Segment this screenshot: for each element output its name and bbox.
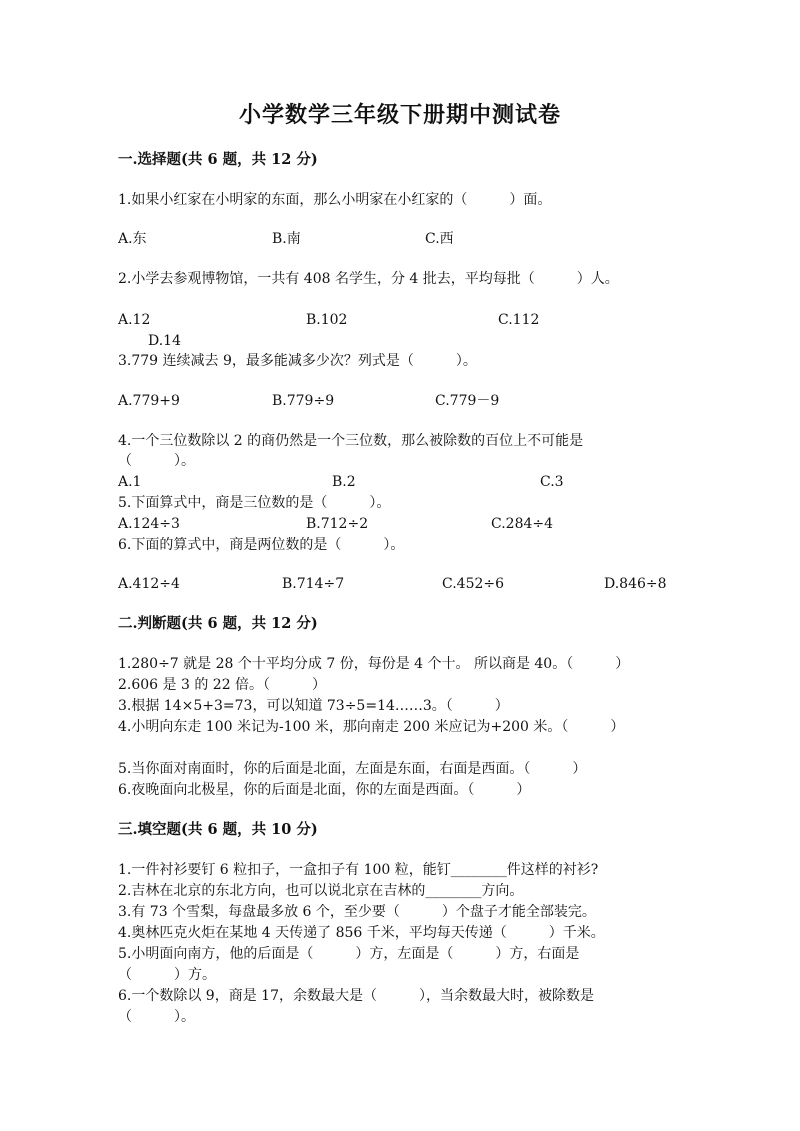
option-a: A.1 (118, 474, 142, 490)
option-c: C.779－9 (435, 393, 500, 409)
option-b: B.102 (306, 312, 348, 328)
question-text-continued: （ ）。 (118, 453, 195, 469)
question-text: 2.吉林在北京的东北方向，也可以说北京在吉林的________方向。 (118, 883, 524, 899)
question-text: 1.280÷7 就是 28 个十平均分成 7 份，每份是 4 个十。 所以商是 40。（ ） (118, 656, 630, 672)
option-d: D.846÷8 (604, 576, 667, 592)
question-text: 4.一个三位数除以 2 的商仍然是一个三位数，那么被除数的百位上不可能是 (118, 433, 584, 449)
question-text: 3.779 连续减去 9，最多能减多少次？列式是（ ）。 (118, 353, 477, 369)
section-heading-fill-in: 三.填空题(共 6 题，共 10 分) (118, 821, 318, 838)
option-d: D.14 (148, 333, 181, 349)
option-b: B.712÷2 (306, 516, 369, 532)
question-text: 4.奥林匹克火炬在某地 4 天传递了 856 千米，平均每天传递（ ）千米。 (118, 925, 605, 941)
question-text: 3.根据 14×5+3=73，可以知道 73÷5=14……3。（ ） (118, 698, 509, 714)
question-text: 3.有 73 个雪梨，每盘最多放 6 个，至少要（ ）个盘子才能全部装完。 (118, 904, 596, 920)
option-a: A.东 (118, 231, 147, 247)
question-text: 6.一个数除以 9，商是 17，余数最大是（ ），当余数最大时，被除数是 (118, 988, 594, 1004)
question-text: 2.小学去参观博物馆，一共有 408 名学生，分 4 批去，平均每批（ ）人。 (118, 271, 619, 287)
question-text: 4.小明向东走 100 米记为-100 米，那向南走 200 米应记为+200 米。（ ） (118, 719, 625, 735)
section-heading-choice: 一.选择题(共 6 题，共 12 分) (118, 151, 318, 168)
question-text: 5.小明面向南方，他的后面是（ ）方，左面是（ ）方，右面是 (118, 946, 580, 962)
option-a: A.124÷3 (118, 516, 180, 532)
option-c: C.112 (498, 312, 540, 328)
option-c: C.3 (540, 474, 564, 490)
option-b: B.714÷7 (282, 576, 345, 592)
question-text: 1.一件衬衫要钉 6 粒扣子，一盒扣子有 100 粒，能钉________件这样的衬衫? (118, 862, 599, 878)
option-c: C.452÷6 (442, 576, 505, 592)
question-text: 1.如果小红家在小明家的东面，那么小明家在小红家的（ ）面。 (118, 192, 552, 208)
question-text-continued: （ ）。 (118, 1009, 195, 1025)
question-text-continued: （ ）方。 (118, 967, 216, 983)
option-b: B.2 (332, 474, 356, 490)
question-text: 6.下面的算式中，商是两位数的是（ ）。 (118, 537, 405, 553)
section-heading-judgement: 二.判断题(共 6 题，共 12 分) (118, 615, 318, 632)
option-a: A.12 (118, 312, 151, 328)
option-a: A.779+9 (118, 393, 180, 409)
option-c: C.西 (425, 231, 454, 247)
question-text: 5.当你面对南面时，你的后面是北面，左面是东面，右面是西面。（ ） (118, 761, 587, 777)
question-text: 6.夜晚面向北极星，你的后面是北面，你的左面是西面。（ ） (118, 782, 531, 798)
page-title: 小学数学三年级下册期中测试卷 (238, 102, 561, 128)
question-text: 2.606 是 3 的 22 倍。（ ） (118, 677, 327, 693)
option-a: A.412÷4 (118, 576, 180, 592)
option-b: B.779÷9 (272, 393, 335, 409)
option-b: B.南 (272, 231, 301, 247)
question-text: 5.下面算式中，商是三位数的是（ ）。 (118, 495, 391, 511)
option-c: C.284÷4 (491, 516, 554, 532)
